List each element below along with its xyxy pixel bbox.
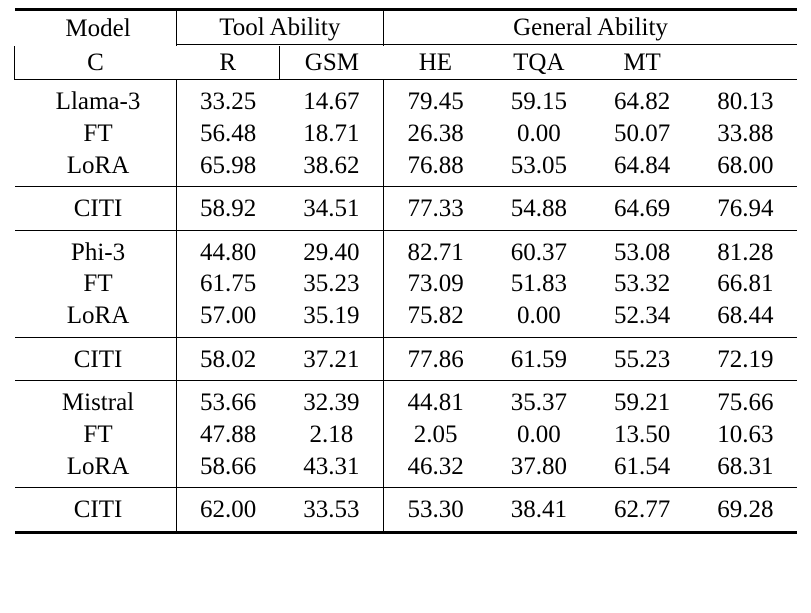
cell-tqa: 53.32 [613,270,671,298]
results-table [14,8,797,534]
cell-tqa: 50.07 [613,119,671,147]
header-group-general-ability: General Ability [384,10,797,44]
row-model-label: CITI [15,337,177,381]
cell-tqa: 53.08 [590,230,693,267]
cell-tqa: 62.77 [590,488,693,533]
cell-he: 60.37 [487,230,590,267]
cell-r: 33.53 [280,488,384,533]
cell-gsm: 2.05 [384,418,488,452]
cell-r: 35.23 [303,270,360,298]
cell-gsm: 26.38 [384,117,488,151]
row-model-label: Mistral [15,381,177,418]
header-col-mt: MT [623,48,661,76]
cell-mt: 68.00 [717,151,774,179]
table-row [15,230,798,267]
cell-c: 53.66 [176,381,280,418]
cell-r: 35.19 [303,302,360,329]
table-header-columns-row [15,46,798,80]
cell-c: 58.02 [176,337,280,381]
table-row [15,80,798,117]
cell-r: 43.31 [303,452,360,480]
row-model-label: Phi-3 [15,230,177,267]
header-col-r: R [219,48,236,76]
table-row-highlight [15,488,798,533]
cell-r: 14.67 [280,80,384,117]
cell-mt: 68.44 [717,302,774,329]
table-row [15,418,798,452]
cell-tqa: 64.82 [590,80,693,117]
cell-tqa: 61.54 [613,452,671,480]
cell-he: 37.80 [510,452,567,480]
header-col-c: C [15,46,177,80]
cell-c: 58.66 [176,452,280,488]
cell-mt: 76.94 [694,187,797,231]
row-model-label: LoRA [66,452,130,480]
cell-he: 54.88 [487,187,590,231]
cell-he: 51.83 [510,270,567,298]
table-row [15,452,798,488]
cell-gsm: 79.45 [384,80,488,117]
cell-c: 58.92 [176,187,280,231]
cell-gsm: 77.33 [384,187,488,231]
cell-gsm: 44.81 [384,381,488,418]
table-bottom-rule [15,532,798,534]
table-body [15,10,798,534]
cell-tqa: 64.69 [590,187,693,231]
table-row [15,381,798,418]
row-model-label: FT [83,420,113,448]
cell-gsm: 76.88 [384,151,488,187]
cell-c: 56.48 [176,117,280,151]
header-col-tqa: TQA [513,48,565,76]
cell-r: 29.40 [280,230,384,267]
cell-tqa: 52.34 [613,302,671,329]
row-model-label: LoRA [66,151,130,179]
table-row [15,117,798,151]
table-row [15,301,798,337]
header-model: Model [15,10,177,46]
cell-tqa: 59.21 [590,381,693,418]
cell-c: 44.80 [176,230,280,267]
cell-c: 57.00 [176,301,280,337]
cell-gsm: 53.30 [384,488,488,533]
row-model-label: CITI [15,187,177,231]
cell-mt: 80.13 [694,80,797,117]
cell-tqa: 13.50 [613,420,671,448]
cell-mt: 33.88 [717,119,774,147]
cell-r: 34.51 [280,187,384,231]
cell-mt: 72.19 [694,337,797,381]
row-model-label: CITI [15,488,177,533]
cell-mt: 10.63 [717,420,774,448]
cell-r: 18.71 [303,119,360,147]
cell-c: 65.98 [176,151,280,187]
cell-tqa: 64.84 [613,151,671,179]
cell-he: 0.00 [516,119,561,147]
cell-tqa: 55.23 [590,337,693,381]
header-col-gsm: GSM [280,46,384,80]
cell-gsm: 82.71 [384,230,488,267]
cell-r: 2.18 [309,420,354,448]
cell-he: 53.05 [510,151,567,179]
cell-mt: 66.81 [717,270,774,298]
cell-he: 38.41 [487,488,590,533]
cell-r: 37.21 [280,337,384,381]
row-model-label: Llama-3 [15,80,177,117]
row-model-label: FT [83,270,113,298]
cell-c: 47.88 [176,418,280,452]
cell-mt: 75.66 [694,381,797,418]
table-row-highlight [15,337,798,381]
table-row [15,267,798,301]
table-row-highlight [15,187,798,231]
row-model-label: LoRA [66,302,130,329]
cell-gsm: 77.86 [384,337,488,381]
cell-mt: 69.28 [694,488,797,533]
cell-r: 32.39 [280,381,384,418]
cell-he: 35.37 [487,381,590,418]
cell-gsm: 46.32 [384,452,488,488]
cell-he: 0.00 [516,302,561,329]
cell-c: 33.25 [176,80,280,117]
header-col-he: HE [418,48,453,76]
table-row [15,151,798,187]
header-group-tool-ability: Tool Ability [176,10,383,44]
cell-mt: 81.28 [694,230,797,267]
cell-c: 61.75 [176,267,280,301]
cell-gsm: 73.09 [384,267,488,301]
cell-mt: 68.31 [717,452,774,480]
cell-c: 62.00 [176,488,280,533]
cell-r: 38.62 [303,151,360,179]
cell-he: 61.59 [487,337,590,381]
cell-he: 0.00 [516,420,561,448]
table-header-group-row [15,10,798,44]
cell-gsm: 75.82 [384,301,488,337]
cell-he: 59.15 [487,80,590,117]
row-model-label: FT [83,119,113,147]
